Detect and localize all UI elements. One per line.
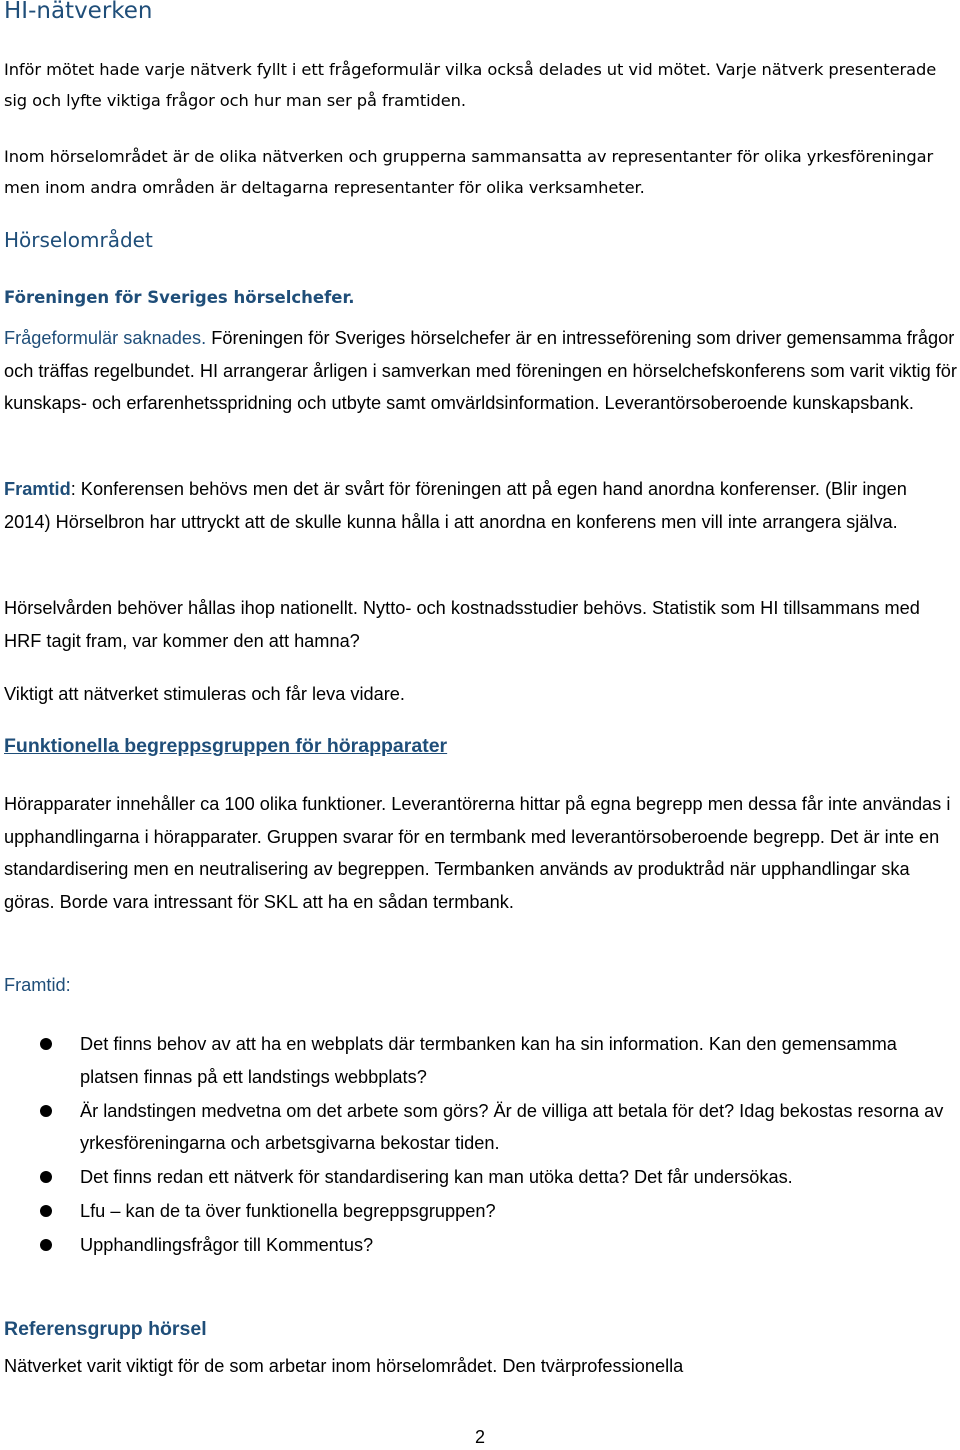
viktigt-paragraph: Viktigt att nätverket stimuleras och får leva vidare. <box>4 684 405 704</box>
section-heading-horselomradet: Hörselområdet <box>4 228 153 252</box>
list-item-text: Är landstingen medvetna om det arbete som görs? Är de villiga att betala för det? Idag bekostas resorna av yrkesföreningarna och arbetsgivarna bekostar tiden. <box>80 1100 944 1153</box>
bullet-icon <box>40 1105 52 1117</box>
page-title: HI-nätverken <box>4 0 153 24</box>
framtid-text-1: : Konferensen behövs men det är svårt för föreningen att på egen hand anordna konferenser. (Blir ingen 2014) Hörselbron har uttryckt att de skulle kunna hålla i att anordna en konferens men vill inte arrangera själva. <box>4 479 907 532</box>
referens-paragraph: Nätverket varit viktigt för de som arbetar inom hörselområdet. Den tvärprofessionella <box>4 1356 684 1376</box>
framtid-label-2: Framtid: <box>4 975 71 995</box>
association-heading: Föreningen för Sveriges hörselchefer. <box>4 288 355 307</box>
list-item <box>0 1195 950 1228</box>
list-item <box>0 1028 950 1093</box>
page-number: 2 <box>474 1427 485 1447</box>
intro-paragraph-1: Inför mötet hade varje nätverk fyllt i ett frågeformulär vilka också delades ut vid mötet. Varje nätverk presenterade sig och lyfte viktiga frågor och hur man ser på framtiden. <box>4 60 937 110</box>
list-item-text: Det finns behov av att ha en webplats där termbanken kan ha sin information. Kan den gemensamma platsen finnas på ett landstings webbplats? <box>80 1034 897 1087</box>
bullet-icon <box>40 1171 52 1183</box>
bullet-icon <box>40 1239 52 1251</box>
association-text: Föreningen för Sveriges hörselchefer är en intresseförening som driver gemensamma frågor och träffas regelbundet. HI arrangerar årligen i samverkan med föreningen en hörselchefskonferens som varit viktig för kunskaps- och erfarenhetsspridning och utbyte samt omvärldsinformation. Leverantörsoberoende kunskapsbank. <box>4 328 957 413</box>
bullet-icon <box>40 1205 52 1217</box>
list-item-text: Det finns redan ett nätverk för standardisering kan man utöka detta? Det får undersökas. <box>80 1167 793 1187</box>
association-paragraph <box>4 322 958 420</box>
association-lead: Frågeformulär saknades. <box>4 328 207 348</box>
framtid-label-1: Framtid <box>4 479 71 499</box>
section-heading-referensgrupp: Referensgrupp hörsel <box>4 1318 207 1340</box>
intro-paragraph-2: Inom hörselområdet är de olika nätverken och grupperna sammansatta av representanter för olika yrkesföreningar men inom andra områden är deltagarna representanter för olika verksamheter. <box>4 147 934 197</box>
framtid-bullet-list <box>0 1028 950 1263</box>
list-item <box>0 1161 950 1194</box>
list-item-text: Lfu – kan de ta över funktionella begreppsgruppen? <box>80 1201 496 1221</box>
bullet-icon <box>40 1038 52 1050</box>
list-item-text: Upphandlingsfrågor till Kommentus? <box>80 1235 374 1255</box>
horapparater-paragraph: Hörapparater innehåller ca 100 olika funktioner. Leverantörerna hittar på egna begrepp men dessa får inte användas i upphandlingarna i hörapparater. Gruppen svarar för en termbank med leverantörsoberoende begrepp. Det är inte en standardisering men en neutralisering av begreppen. Termbanken används av produktråd när upphandlingar ska göras. Borde vara intressant för SKL att ha en sådan termbank. <box>4 794 951 912</box>
list-item <box>0 1095 950 1160</box>
list-item <box>0 1229 950 1262</box>
horselvarden-paragraph: Hörselvården behöver hållas ihop nationellt. Nytto- och kostnadsstudier behövs. Statistik som HI tillsammans med HRF tagit fram, var kommer den att hamna? <box>4 598 920 651</box>
framtid-paragraph-1 <box>4 473 958 538</box>
section-heading-funktionella: Funktionella begreppsgruppen för hörapparater <box>4 735 448 757</box>
